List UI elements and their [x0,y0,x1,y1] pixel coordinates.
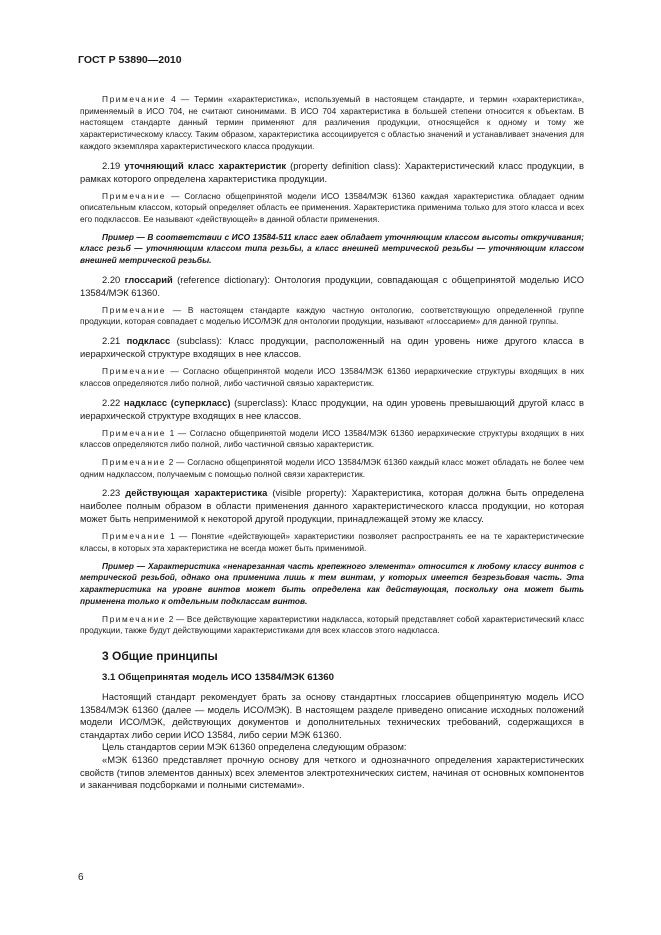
note-text: — В настоящем стандарте каждую частную онтологию, соответствующую определенной группе продукции, которая совпадает с моделью ИСО/МЭК для онтологии продукции, называют «глоссарием» для данной группы. [80,304,584,327]
note-text: 4 — Термин «характеристика», используемый в настоящем стандарте, и термин «характеристика», применяемый в ИСО 704, не считают синонимами. В ИСО 704 характеристика в большей степени относится к объектам. В настоящем стандарте данный термин применяют для различения продукции, относящейся к одному и тому же характеристическому классу. Таким образом, характеристика ассоциируется с областью значений и устанавливает значения для каждого экземпляра характеристического класса продукции. [80,94,584,151]
term-name: подкласс [126,335,171,347]
note-label: Примечание [102,366,167,377]
note-text: — Согласно общепринятой модели ИСО 13584/МЭК 61360 иерархические структуры входящих в них классов определяются либо полной, либо частичной связью характеристик. [80,366,584,388]
page-content [80,94,584,792]
note-text: 2 — Согласно общепринятой модели ИСО 13584/МЭК 61360 каждый класс может обладать не более чем одним надклассом, получаемым с помощью полной связи характеристик. [80,456,584,479]
term-2-23-note-2 [80,614,584,637]
note-label: Примечание [102,456,167,467]
term-number: 2.22 [102,396,121,408]
term-2-19-note [80,191,584,226]
section-3-1-title: 3.1 Общепринятая модель ИСО 13584/МЭК 61360 [102,671,334,683]
term-name: действующая характеристика [125,487,268,499]
term-2-21 [80,334,584,360]
note-label: Примечание [102,427,167,438]
term-2-23-example: Пример — Характеристика «ненарезанная часть крепежного элемента» относится к любому классу винтов с метрической резьбой, однако она применима лишь к тем винтам, у которых имеется безрезьбовая часть. Эта характеристика на уровне винтов может быть определена как действующая, поскольку она может быть применена только к отдельным подклассам винтов. [80,560,584,606]
section-3-1-para-1: Настоящий стандарт рекомендует брать за основу стандартных глоссариев общепринятую модель ИСО 13584/МЭК 61360 (далее — модель ИСО/МЭК). В настоящем разделе приведено описание исходных положений модели ИСО/МЭК, действующих документов и дополнительных технических требований, содержащихся в стандартах либо серии ИСО 13584, либо серии МЭК 61360. [80,690,584,740]
term-definition: (superclass): Класс продукции, на один уровень превышающий другой класс в иерархической структуре входящих в нее классов. [80,396,585,421]
note-text: 1 — Согласно общепринятой модели ИСО 13584/МЭК 61360 иерархические структуры входящих в них классов определяются либо полной, либо частичной связью характеристик. [80,427,584,450]
term-definition: (property definition class): Характеристический класс продукции, в рамках которого определена характеристика продукции. [80,159,584,184]
term-name: уточняющий класс характеристик [124,159,287,171]
term-number: 2.20 [102,273,121,285]
section-3-title: 3 Общие принципы [102,648,218,663]
term-2-22-note-2 [80,457,584,480]
section-3-1-para-2: Цель стандартов серии МЭК 61360 определена следующим образом: [102,741,407,753]
term-number: 2.19 [102,159,121,171]
note-label: Примечание [102,531,167,542]
note-label: Примечание [102,613,167,624]
note-text: 2 — Все действующие характеристики надкласса, который представляет собой характеристический класс продукции, также будут действующими характеристиками для всех классов этого надкласса. [80,613,584,636]
note-label: Примечание [102,190,167,201]
term-name: глоссарий [124,273,173,285]
term-definition: (subclass): Класс продукции, расположенный на один уровень ниже другого класса в иерархической структуре входящих в нее классов. [80,335,584,360]
term-2-22-note-1 [80,428,584,451]
term-2-20 [80,273,584,299]
term-2-22 [80,396,584,422]
term-definition: (visible property): Характеристика, которая должна быть определена наиболее полным образом в области применения данного характеристического класса продукции, но которая может быть неприменимой к некоторой другой продукции, принадлежащей этому же классу. [80,487,584,525]
term-name: надкласс (суперкласс) [123,396,231,408]
term-2-23-note-1 [80,531,584,554]
note-text: 1 — Понятие «действующей» характеристики позволяет распространять ее на те характеристические классы, в которых эта характеристика не всегда может быть применимой. [80,531,584,554]
term-2-20-note [80,305,584,328]
term-number: 2.21 [102,335,121,347]
term-number: 2.23 [102,487,121,499]
term-2-19-example: Пример — В соответствии с ИСО 13584-511 класс гаек обладает уточняющим классом высоты откручивания; класс резьб — уточняющим классом типа резьбы, а класс внешней метрической резьбы — уточняющим классом внешней метрической резьбы. [80,231,584,266]
term-2-23 [80,486,584,525]
note-label: Примечание [102,304,167,315]
term-2-21-note [80,366,584,389]
note-text: — Согласно общепринятой модели ИСО 13584/МЭК 61360 каждая характеристика обладает одним описательным классом, который определяет область ее применения. Характеристика применима только для этого класса и всех его подклассов. Ее называют «действующей» в данной области применения. [80,190,584,224]
document-header-code: ГОСТ Р 53890—2010 [78,54,182,66]
term-2-19 [80,159,584,185]
note-label: Примечание [102,94,167,104]
page-number: 6 [78,872,84,883]
term-definition: (reference dictionary): Онтология продукции, совпадающая с общепринятой моделью ИСО 13584/МЭК 61360. [80,273,584,298]
note-4 [80,94,584,153]
section-3-1-quote: «МЭК 61360 представляет прочную основу для четкого и однозначного определения характеристических свойств (типов элементов данных) всех элементов электротехнических систем, начиная от основных компонентов и заканчивая подсборками и полными системами». [80,753,584,791]
